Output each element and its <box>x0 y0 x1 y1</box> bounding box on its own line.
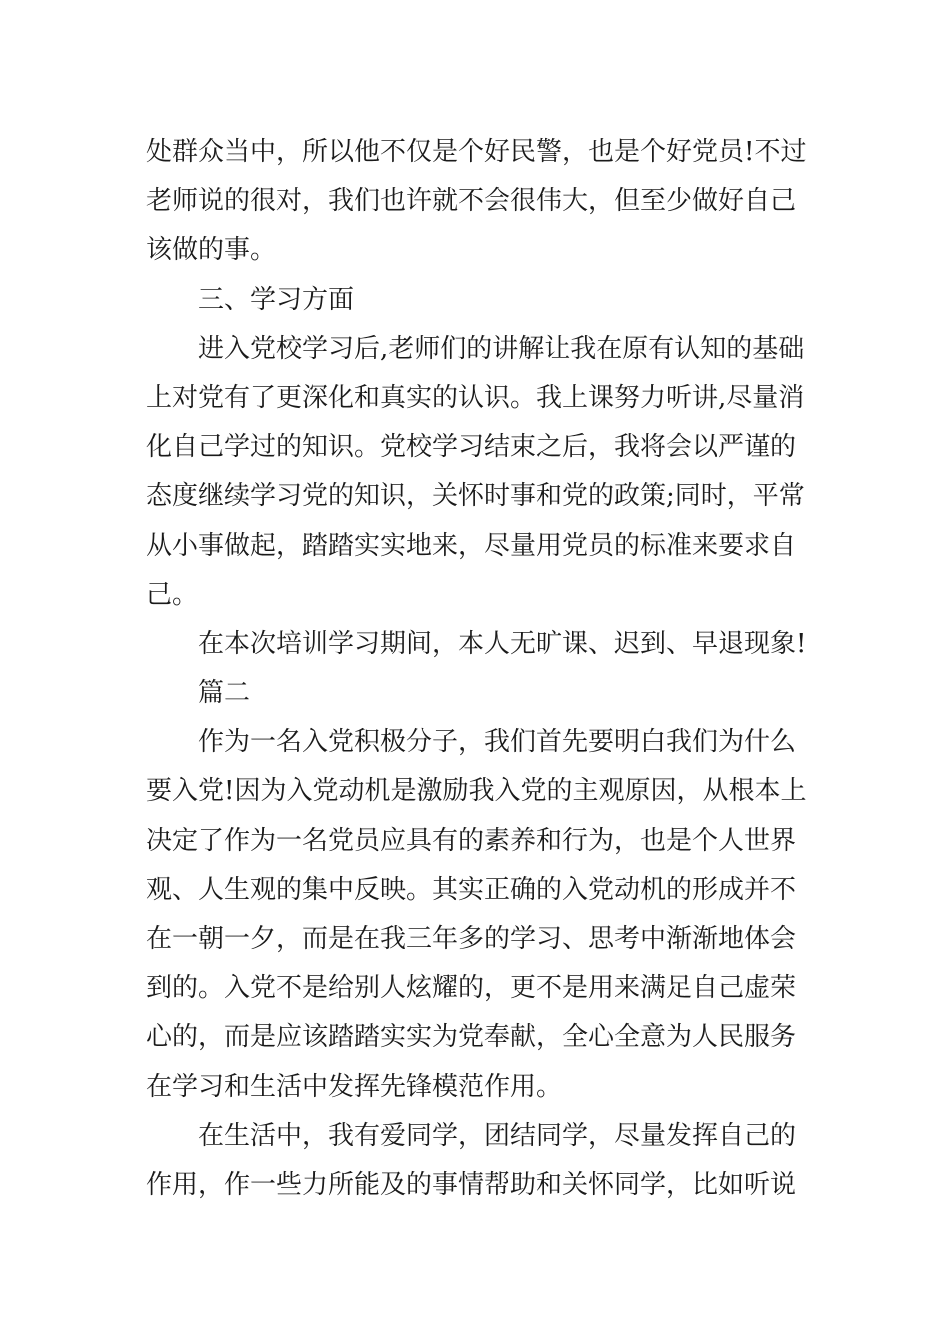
text-line: 处群众当中，所以他不仅是个好民警，也是个好党员!不过 <box>146 137 807 167</box>
text-line: 在一朝一夕，而是在我三年多的学习、思考中渐渐地体会 <box>146 924 797 954</box>
text-line: 决定了作为一名党员应具有的素养和行为，也是个人世界 <box>146 825 797 856</box>
text-line: 作为一名入党积极分子，我们首先要明白我们为什么 <box>198 727 797 758</box>
section-heading: 篇二 <box>198 678 251 709</box>
text-line: 到的。入党不是给别人炫耀的，更不是用来满足自己虚荣 <box>146 973 797 1004</box>
text-line: 在学习和生活中发挥先锋模范作用。 <box>146 1071 563 1102</box>
text-line: 老师说的很对，我们也许就不会很伟大，但至少做好自己 <box>146 186 797 217</box>
section-heading: 三、学习方面 <box>198 284 355 315</box>
text-line: 作用，作一些力所能及的事情帮助和关怀同学，比如听说 <box>146 1169 797 1200</box>
text-line: 己。 <box>146 579 199 610</box>
text-line: 该做的事。 <box>146 235 277 266</box>
text-line: 在生活中，我有爱同学，团结同学，尽量发挥自己的 <box>198 1120 797 1151</box>
text-line: 从小事做起，踏踏实实地来，尽量用党员的标准来要求自 <box>146 530 797 561</box>
text-line: 要入党!因为入党动机是激励我入党的主观原因，从根本上 <box>146 776 807 807</box>
text-line: 在本次培训学习期间，本人无旷课、迟到、早退现象! <box>198 628 807 659</box>
text-line: 观、人生观的集中反映。其实正确的入党动机的形成并不 <box>146 874 797 905</box>
text-line: 态度继续学习党的知识，关怀时事和党的政策;同时，平常 <box>146 481 805 512</box>
text-line: 化自己学过的知识。党校学习结束之后，我将会以严谨的 <box>146 432 797 463</box>
text-line: 心的，而是应该踏踏实实为党奉献，全心全意为人民服务 <box>146 1022 797 1053</box>
document-page <box>146 128 810 1210</box>
text-line: 上对党有了更深化和真实的认识。我上课努力听讲,尽量消 <box>146 382 805 413</box>
text-line: 进入党校学习后,老师们的讲解让我在原有认知的基础 <box>198 333 805 364</box>
